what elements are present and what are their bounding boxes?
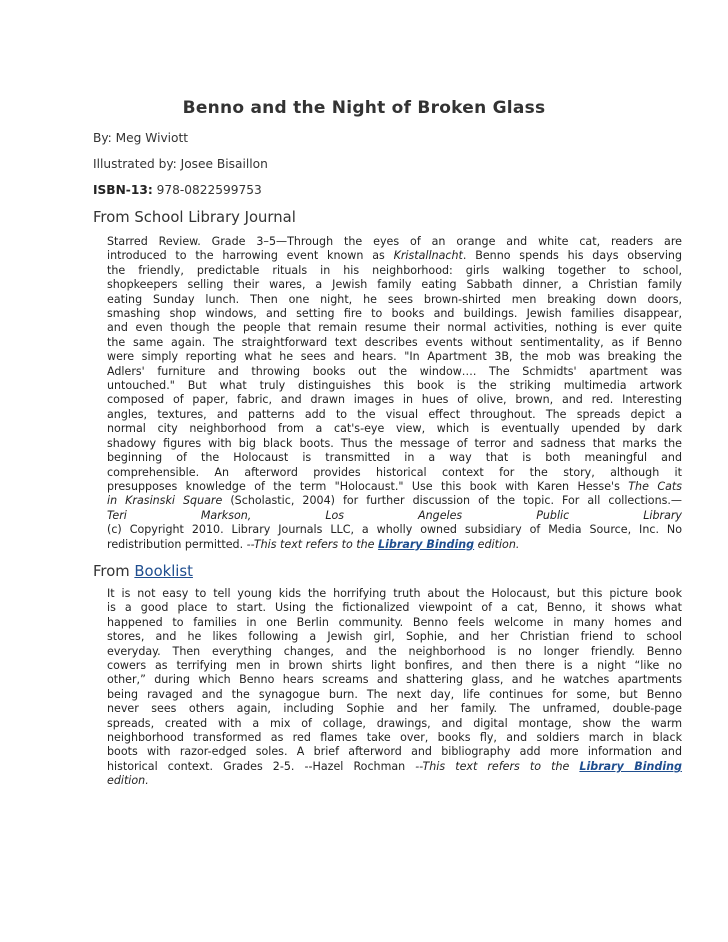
booklist-edition-line <box>107 774 682 788</box>
slj-line <box>107 509 682 523</box>
slj-heading: From School Library Journal <box>93 209 296 226</box>
slj-line: smashing shop windows, and setting fire to books and buildings. Jewish families disappear, <box>107 307 682 321</box>
booklist-line: other,” during which Benno hears screams and shattering glass, and he watches apartments <box>107 673 682 687</box>
booklist-line: spreads, created with a mix of collage, drawings, and digital montage, show the warm <box>107 716 682 730</box>
slj-line: normal city neighborhood from a cat's-eye view, which is eventually upended by dark <box>107 422 682 436</box>
slj-italic-text: Teri Markson, Los Angeles Public Library <box>107 508 682 522</box>
slj-line: Starred Review. Grade 3–5—Through the eyes of an orange and white cat, readers are <box>107 235 682 248</box>
slj-line: composed of paper, fabric, and drawn images in hues of olive, brown, and red. Interesting <box>107 393 682 407</box>
slj-italic-text: Kristallnacht <box>393 249 463 263</box>
slj-line: angles, textures, and patterns add to the visual effect throughout. The spreads depict a <box>107 407 682 421</box>
booklist-last-line <box>107 760 682 774</box>
slj-line: shadowy figures with big black boots. Thus the message of terror and sadness that marks the <box>107 436 682 450</box>
slj-line: presupposes knowledge of the term "Holocaust." Use this book with Karen Hesse's The Cats <box>107 479 682 493</box>
booklist-library-binding-link[interactable]: Library Binding <box>579 759 682 773</box>
illustrator-line: Illustrated by: Josee Bisaillon <box>93 157 268 171</box>
booklist-line: is a good place to start. Using the fictionalized viewpoint of a cat, Benno, it shows what <box>107 601 682 615</box>
isbn-label: ISBN-13: <box>93 183 153 197</box>
slj-line: Adlers' furniture and throwing books out the window…. The Schmidts' apartment was <box>107 364 682 378</box>
slj-line: and even though the people that remain resume their normal activities, nothing is ever quite <box>107 321 682 335</box>
booklist-line: being ravaged and the synagogue burn. The next day, life continues for some, but Benno <box>107 687 682 701</box>
slj-line: were simply reporting what he sees and hears. "In Apartment 3B, the mob was breaking the <box>107 350 682 364</box>
slj-line: comprehensible. An afterword provides historical context for the story, although it <box>107 465 682 479</box>
slj-line: the friendly, predictable rituals in his neighborhood: girls walking together to school, <box>107 263 682 277</box>
booklist-link[interactable]: Booklist <box>134 563 193 580</box>
slj-line: eating Sunday lunch. Then one night, he sees brown-shirted men breaking down doors, <box>107 292 682 306</box>
slj-line: (c) Copyright 2010. Library Journals LLC, a wholly owned subsidiary of Media Source, Inc. No <box>107 523 682 537</box>
booklist-line: never sees others again, including Sophie and her family. The unframed, double-page <box>107 702 682 716</box>
booklist-line: neighborhood transformed as red flames take over, books fly, and soldiers march in black <box>107 731 682 745</box>
booklist-last-italic: --This text refers to the <box>415 759 580 773</box>
slj-line: in Krasinski Square (Scholastic, 2004) for further discussion of the topic. For all collections.— <box>107 494 682 508</box>
booklist-last-prefix: historical context. Grades 2-5. --Hazel Rochman <box>107 759 416 773</box>
booklist-heading <box>93 563 193 580</box>
isbn-value: 978-0822599753 <box>156 183 262 197</box>
slj-review-text <box>107 235 682 552</box>
slj-line: introduced to the harrowing event known as Kristallnacht. Benno spends his days observing <box>107 249 682 263</box>
slj-line: beginning of the Holocaust is transmitted in a way that is both meaningful and <box>107 451 682 465</box>
slj-italic-text: in Krasinski Square <box>107 494 223 508</box>
slj-last-prefix: redistribution permitted. <box>107 537 247 551</box>
booklist-edition-suffix: edition. <box>107 774 149 788</box>
booklist-heading-prefix: From <box>93 563 135 580</box>
booklist-line: It is not easy to tell young kids the horrifying truth about the Holocaust, but this picture book <box>107 587 682 600</box>
booklist-line: stores, and he likes following a Jewish girl, Sophie, and her Christian friend to school <box>107 630 682 644</box>
booklist-review-text <box>107 587 682 789</box>
booklist-line: cowers as terrifying men in brown shirts light bonfires, and then there is a night “like no <box>107 659 682 673</box>
slj-last-line <box>107 538 682 552</box>
isbn-line <box>93 183 262 197</box>
book-title: Benno and the Night of Broken Glass <box>182 98 546 118</box>
slj-library-binding-link[interactable]: Library Binding <box>378 537 475 551</box>
slj-edition-suffix: edition. <box>474 537 520 551</box>
slj-last-italic: --This text refers to the <box>246 537 379 551</box>
slj-italic-text: The Cats <box>628 479 682 493</box>
booklist-line: happened to families in one Berlin community. Benno feels welcome in many homes and <box>107 615 682 629</box>
booklist-line: boots with razor-edged soles. A brief afterword and bibliography add more information and <box>107 745 682 759</box>
booklist-line: everyday. Then everything changes, and the neighborhood is no longer friendly. Benno <box>107 644 682 658</box>
slj-line: the same again. The straightforward text describes events without sentimentality, as if Benno <box>107 335 682 349</box>
author-line: By: Meg Wiviott <box>93 131 189 145</box>
slj-line: untouched." But what truly distinguishes this book is the striking multimedia artwork <box>107 379 682 393</box>
slj-line: shopkeepers selling their wares, a Jewish family eating Sabbath dinner, a Christian family <box>107 278 682 292</box>
